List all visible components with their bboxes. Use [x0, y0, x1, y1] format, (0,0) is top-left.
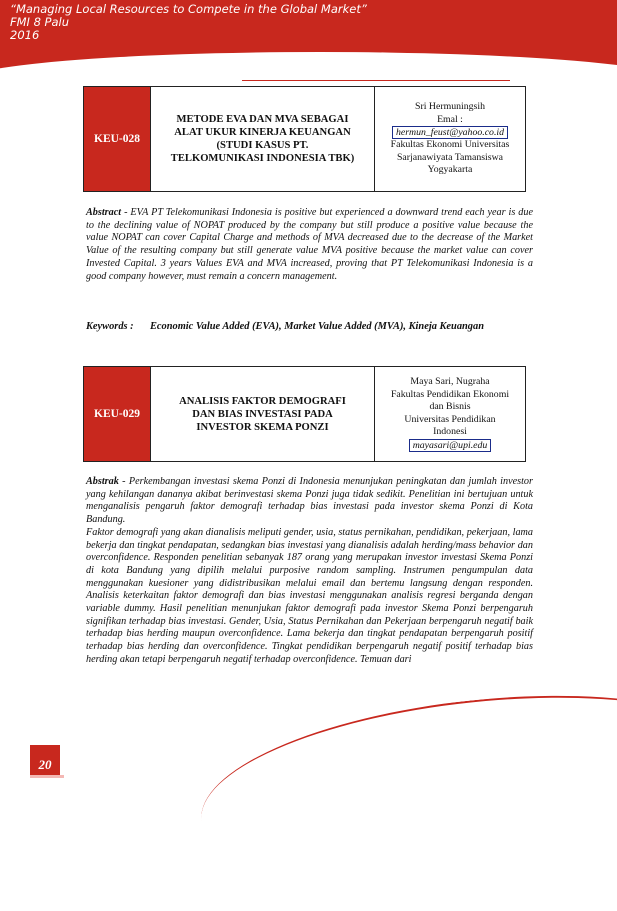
title-line: DAN BIAS INVESTASI PADA [192, 408, 333, 420]
footer-curve [192, 671, 617, 911]
entry-title [151, 367, 375, 461]
entry-author [375, 367, 525, 461]
affiliation-line: Fakultas Ekonomi Universitas [390, 139, 510, 151]
header-curve [0, 52, 617, 78]
title-line: TELKOMUNIKASI INDONESIA TBK) [170, 153, 355, 164]
keywords-text: Economic Value Added (EVA), Market Value Added (MVA), Kineja Keuangan [150, 321, 484, 332]
affiliation-line: Yogyakarta [427, 164, 473, 176]
affiliation-line: dan Bisnis [429, 401, 471, 413]
page-number: 20 [30, 745, 60, 775]
abstract-lead: Abstrak [86, 476, 119, 487]
keywords [86, 320, 533, 333]
entry-code: KEU-029 [84, 367, 151, 461]
page-number-rule [30, 775, 64, 778]
title-line: (STUDI KASUS PT. [216, 140, 309, 151]
affiliation-line: Sarjanawiyata Tamansiswa [396, 151, 504, 163]
author-email-link[interactable]: mayasari@upi.edu [409, 439, 492, 452]
abstract-paragraph: Faktor demografi yang akan dianalisis meliputi gender, usia, status pernikahan, pendidikan, pekerjaan, lama bekerja dan tingkat pendapatan, sedangkan bias investasi yang dianalisis adalah herding/mass behavior dan overconfidence. Responden penelitian sebanyak 187 orang yang merupakan investor investasi Skema Ponzi di kota Bandung yang dipilih melalui purposive random sampling. Instrumen pengumpulan data menggunakan kuesioner yang didistribusikan melalui email dan bertemu langsung dengan responden. Analisis keterkaitan faktor demografi dan bias investasi menggunakan analisis regresi berganda dengan variable dummy. Hasil penelitian menunjukan faktor demografi pada investor Skema Ponzi berpengaruh signifikan terhadap bias investasi. Gender, Usia, Status Pernikahan dan Pekerjaan berpengaruh negatif baik terhadap bias herding maupun overconfidence. Lama bekerja dan tingkat pendapatan berpengaruh positif terhadap bias herding dan overconfidence. Tingkat pendidikan berpengaruh negatif positif terhadap bias herding akan tetapi berpengaruh negatif terhadap overconfidence. Temuan dari [86, 526, 533, 665]
author-name: Maya Sari, Nugraha [410, 376, 490, 388]
entry-author [375, 87, 525, 191]
title-line: INVESTOR SKEMA PONZI [196, 421, 329, 433]
title-line: ANALISIS FAKTOR DEMOGRAFI [179, 395, 346, 407]
abstract-text: - Perkembangan investasi skema Ponzi di Indonesia menunjukan peningkatan dan jumlah investor yang kehilangan dananya akibat berinvestasi skema Ponzi juga tidak sedikit. Penelitian ini bertujuan untuk menganalisis pengaruh faktor demografi terhadap bias investasi pada investor skema Ponzi di Kota Bandung. [86, 476, 533, 526]
top-rule [242, 80, 510, 81]
abstract-paragraph [86, 476, 533, 527]
conference-year: 2016 [10, 28, 40, 42]
affiliation-line: Universitas Pendidikan [404, 413, 496, 425]
affiliation-line: Fakultas Pendidikan Ekonomi [390, 388, 510, 400]
abstract-text: - EVA PT Telekomunikasi Indonesia is positive but experienced a downward trend each year is due to the declining value of NOPAT produced by the company but still produce a positive value because the value NOPAT can cover Capital Charge and methods of MVA decreased due to the decrease of the Market Value of the resulting company but still generate value MVA positive because the market value can cover Invested Capital. 3 years Values EVA and MVA increased, proving that PT Telekomunikasi Indonesia is a good company however, must remain a concern management. [86, 207, 533, 282]
entry-title [151, 87, 375, 191]
title-line: ALAT UKUR KINERJA KEUANGAN [174, 127, 351, 138]
email-label: Emal : [437, 113, 463, 125]
conference-theme: “Managing Local Resources to Compete in the Global Market” [10, 2, 367, 16]
entry-table-keu-028 [83, 86, 526, 192]
abstract-indonesian [86, 476, 533, 667]
abstract-lead: Abstract [86, 207, 122, 218]
conference-name: FMI 8 Palu [10, 15, 70, 29]
author-name: Sri Hermuningsih [415, 101, 485, 113]
abstract-english [86, 207, 533, 283]
title-line: METODE EVA DAN MVA SEBAGAI [176, 114, 349, 125]
author-email-link[interactable]: hermun_feust@yahoo.co.id [392, 126, 508, 139]
keywords-label: Keywords : [86, 321, 134, 332]
affiliation-line: Indonesi [433, 426, 467, 438]
header-text [10, 3, 367, 42]
entry-code: KEU-028 [84, 87, 151, 191]
entry-table-keu-029 [83, 366, 526, 462]
page-header [0, 0, 617, 78]
